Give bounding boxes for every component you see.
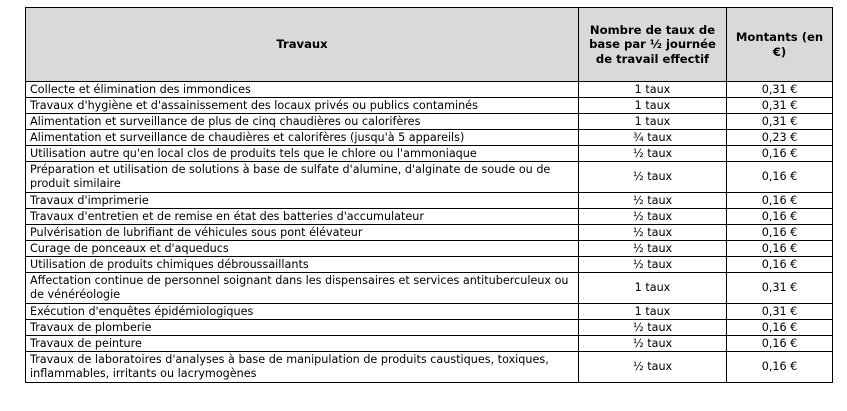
cell-rate: 1 taux [579,82,727,98]
table-row [26,162,833,193]
cell-amount: 0,31 € [727,114,833,130]
cell-work: Travaux de laboratoires d'analyses à base de manipulation de produits caustiques, toxiques, inflammables, irritants ou lacrymogènes [26,352,579,383]
table-row [26,225,833,241]
cell-work: Préparation et utilisation de solutions à base de sulfate d'alumine, d'alginate de soude ou de produit similaire [26,162,579,193]
cell-work: Curage de ponceaux et d'aqueducs [26,241,579,257]
table-row [26,257,833,273]
cell-rate: 1 taux [579,273,727,304]
header-row [26,8,833,82]
cell-rate: ½ taux [579,146,727,162]
cell-amount: 0,23 € [727,130,833,146]
header-rate: Nombre de taux de base par ½ journée de travail effectif [579,8,727,82]
cell-work: Alimentation et surveillance de chaudières et calorifères (jusqu'à 5 appareils) [26,130,579,146]
cell-amount: 0,16 € [727,257,833,273]
cell-amount: 0,16 € [727,146,833,162]
table-body [26,82,833,383]
cell-amount: 0,31 € [727,304,833,320]
cell-rate: ½ taux [579,193,727,209]
table-header [26,8,833,82]
table-row [26,146,833,162]
cell-work: Collecte et élimination des immondices [26,82,579,98]
cell-amount: 0,16 € [727,336,833,352]
cell-work: Affectation continue de personnel soignant dans les dispensaires et services antituberculeux ou de vénéréologie [26,273,579,304]
cell-rate: ½ taux [579,352,727,383]
table-row [26,320,833,336]
table-row [26,114,833,130]
cell-work: Utilisation de produits chimiques débroussaillants [26,257,579,273]
table-row [26,241,833,257]
cell-rate: ½ taux [579,320,727,336]
allowance-table [25,7,833,383]
cell-work: Travaux d'hygiène et d'assainissement des locaux privés ou publics contaminés [26,98,579,114]
table-row [26,304,833,320]
table-row [26,193,833,209]
cell-rate: ½ taux [579,225,727,241]
table-row [26,130,833,146]
cell-amount: 0,16 € [727,352,833,383]
cell-rate: 1 taux [579,304,727,320]
cell-rate: ½ taux [579,209,727,225]
cell-work: Travaux d'entretien et de remise en état des batteries d'accumulateur [26,209,579,225]
table-row [26,209,833,225]
header-work: Travaux [26,8,579,82]
cell-amount: 0,16 € [727,241,833,257]
table-row [26,352,833,383]
cell-work: Exécution d'enquêtes épidémiologiques [26,304,579,320]
cell-work: Utilisation autre qu'en local clos de produits tels que le chlore ou l'ammoniaque [26,146,579,162]
table-row [26,82,833,98]
cell-work: Travaux de plomberie [26,320,579,336]
cell-rate: ½ taux [579,162,727,193]
cell-work: Travaux d'imprimerie [26,193,579,209]
cell-amount: 0,16 € [727,320,833,336]
cell-rate: ¾ taux [579,130,727,146]
cell-rate: 1 taux [579,114,727,130]
cell-rate: ½ taux [579,336,727,352]
cell-amount: 0,31 € [727,98,833,114]
cell-amount: 0,31 € [727,273,833,304]
cell-rate: ½ taux [579,241,727,257]
table-row [26,98,833,114]
cell-rate: 1 taux [579,98,727,114]
cell-amount: 0,16 € [727,162,833,193]
cell-amount: 0,16 € [727,209,833,225]
cell-rate: ½ taux [579,257,727,273]
cell-amount: 0,16 € [727,225,833,241]
cell-work: Alimentation et surveillance de plus de cinq chaudières ou calorifères [26,114,579,130]
cell-work: Travaux de peinture [26,336,579,352]
header-amount: Montants (en €) [727,8,833,82]
cell-amount: 0,31 € [727,82,833,98]
table-row [26,273,833,304]
table-row [26,336,833,352]
cell-work: Pulvérisation de lubrifiant de véhicules sous pont élévateur [26,225,579,241]
cell-amount: 0,16 € [727,193,833,209]
